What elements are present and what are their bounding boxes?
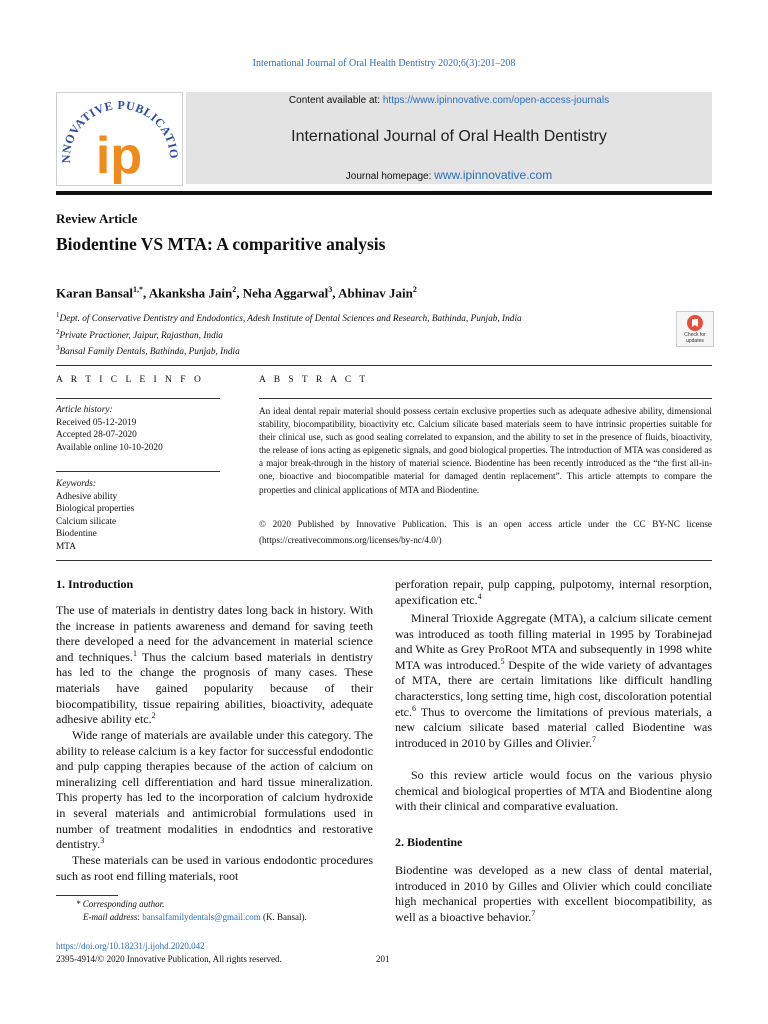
paragraph: perforation repair, pulp capping, pulpotomy, internal resorption, apexification etc.$^4$: [395, 577, 712, 607]
journal-name: International Journal of Oral Health Dentistry: [291, 128, 607, 145]
keyword: Adhesive ability: [56, 491, 118, 502]
abstract-heading: A B S T R A C T: [259, 375, 369, 385]
online-date: Available online 10-10-2020: [56, 442, 163, 453]
affiliation: $^2$Private Practioner, Jaipur, Rajasthan, India: [56, 327, 223, 341]
article-info-heading: A R T I C L E I N F O: [56, 375, 204, 385]
article-type: Review Article: [56, 211, 138, 226]
affiliation: $^1$Dept. of Conservative Dentistry and Endodontics, Adesh Institute of Dental Sciences and Research, Bathinda, Punjab, India: [56, 311, 522, 325]
received-date: Received 05-12-2019: [56, 417, 137, 428]
check-updates-label: Check for updates: [684, 332, 706, 344]
journal-homepage-line: Journal homepage: www.ipinnovative.com: [345, 168, 553, 182]
footnote-divider: [56, 895, 118, 896]
email-link[interactable]: bansalfamilydentals@gmail.com: [142, 912, 261, 922]
innovative-publication-logo: [57, 93, 182, 185]
bookmark-icon: [686, 314, 704, 332]
author-name: Karan Bansal: [56, 285, 133, 301]
paragraph: Biodentine was developed as a new class of dental material, introduced in 2010 by Gilles and Olivier which could conciliate high mechanical properties with excellent biocompatibility, as well as a bioactive behavior.$^7$: [395, 863, 712, 924]
keyword: Calcium silicate: [56, 516, 117, 527]
publisher-logo: [56, 92, 183, 186]
email-note: E-mail address: bansalfamilydentals@gmail.com (K. Bansal).: [83, 912, 307, 922]
paragraph: These materials can be used in various endodontic procedures such as root end filling materials, root: [56, 853, 373, 883]
keyword: MTA: [56, 541, 76, 552]
divider: [259, 398, 712, 399]
corresponding-author-note: * Corresponding author.: [76, 899, 165, 909]
author-name: Abhinav Jain: [338, 285, 413, 301]
header-divider: [56, 191, 712, 195]
journal-citation: International Journal of Oral Health Dentistry 2020;6(3):201–208: [252, 58, 516, 69]
paragraph: So this review article would focus on the various physio chemical and biological properties of MTA and Biodentine along with their clinical and comparative evaluation.: [395, 768, 712, 814]
journal-header-band: [186, 92, 712, 184]
divider: [56, 560, 712, 561]
logo-letters: ip: [95, 127, 143, 185]
divider: [56, 398, 220, 399]
paragraph: Wide range of materials are available under this category. The ability to release calcium is a key factor for successful endodontic and pulp capping therapies because of the action of calcium on mineralizing cell differentiation and hard tissue mineralization. This property has led to the incorporation of calcium hydroxide in several materials and antimicrobial formulations used in number of treatment modalities in endodntics and restorative dentistry.$^3$: [56, 728, 373, 852]
license-statement: © 2020 Published by Innovative Publication. This is an open access article under the CC BY-NC license (https://creativecommons.org/licenses/by-nc/4.0/): [259, 519, 712, 545]
keyword: Biodentine: [56, 529, 97, 540]
page-number: 201: [376, 954, 390, 964]
keywords: Keywords: Adhesive ability Biological properties Calcium silicate Biodentine MTA: [56, 479, 135, 552]
author-name: Neha Aggarwal: [242, 285, 329, 301]
accepted-date: Accepted 28-07-2020: [56, 430, 137, 441]
homepage-link[interactable]: www.ipinnovative.com: [434, 168, 553, 182]
affiliations: [56, 309, 522, 359]
article-history: Article history: Received 05-12-2019 Accepted 28-07-2020 Available online 10-10-2020: [56, 405, 163, 453]
check-for-updates-badge[interactable]: [676, 311, 714, 347]
content-available-line: Content available at: https://www.ipinnovative.com/open-access-journals: [288, 95, 610, 106]
paragraph: Mineral Trioxide Aggregate (MTA), a calcium silicate cement was introduced as tooth filling material in 1995 by Torabinejad and White as Grey ProRoot MTA and subsequently in 1998 white MTA was introduced.$^5$ Despite of the wide variety of advantages of MTA, there are certain limitations like difficult handling characterstics, long setting time, high cost, discoloration potential etc.$^6$ Thus to overcome the limitations of previous materials, a new calcium silicate based material called Biodentine was introduced in 2010 by Gilles and Olivier.$^7$: [395, 611, 712, 750]
section-heading-biodentine: 2. Biodentine: [395, 835, 463, 849]
keyword: Biological properties: [56, 504, 135, 515]
abstract-text: An ideal dental repair material should possess certain exclusive properties such as adequate adhesive ability, dimensional stability, biocompatibility, bioactivity etc. Calcium silicate based materials seem to have intrinsic properties suitable for their clinical use, such as good sealing correlated to expansion, and the ability to set in the presence of fluids, bioactivity, the release of ions acting as epigenetic signals, and good biological properties. The introduction of MTA was considered as a major break-through in the history of material science. Biodentine has been recently introduced as the “the first all-in-one, bioactive and biocompatible material for damaged dentin replacement”. This article attempts to compare the properties and clinical applications of MTA and Biodentine.: [259, 406, 712, 495]
author-name: Akanksha Jain: [148, 285, 233, 301]
article-title: Biodentine VS MTA: A comparitive analysis: [56, 234, 386, 254]
divider: [56, 365, 712, 366]
affiliation: $^3$Bansal Family Dentals, Bathinda, Punjab, India: [56, 344, 240, 358]
paragraph: The use of materials in dentistry dates long back in history. With the increase in patients awareness and demand for saving teeth there developed a need for the advancement in material science and techniques.$^1$ Thus the calcium based materials in dentistry has led to the change the prognosis of many cases. These materials have gained popularity because of their biocompatibility, tissue repairing abilities, bioactivity, adequate adhesive ability etc.$^2$: [56, 603, 373, 727]
logo-arc-text: NNOVATIVE PUBLICATIO: [58, 97, 182, 164]
section-heading-introduction: 1. Introduction: [56, 577, 134, 591]
author-list: Karan Bansal$^{1,*}$, Akanksha Jain$^2$, Neha Aggarwal$^3$, Abhinav Jain$^2$: [56, 285, 417, 301]
open-access-link[interactable]: https://www.ipinnovative.com/open-access-journals: [382, 95, 610, 106]
doi-link[interactable]: https://doi.org/10.18231/j.ijohd.2020.042: [56, 941, 205, 951]
divider: [56, 471, 220, 472]
issn-copyright: 2395-4914/© 2020 Innovative Publication, All rights reserved.: [56, 954, 282, 964]
